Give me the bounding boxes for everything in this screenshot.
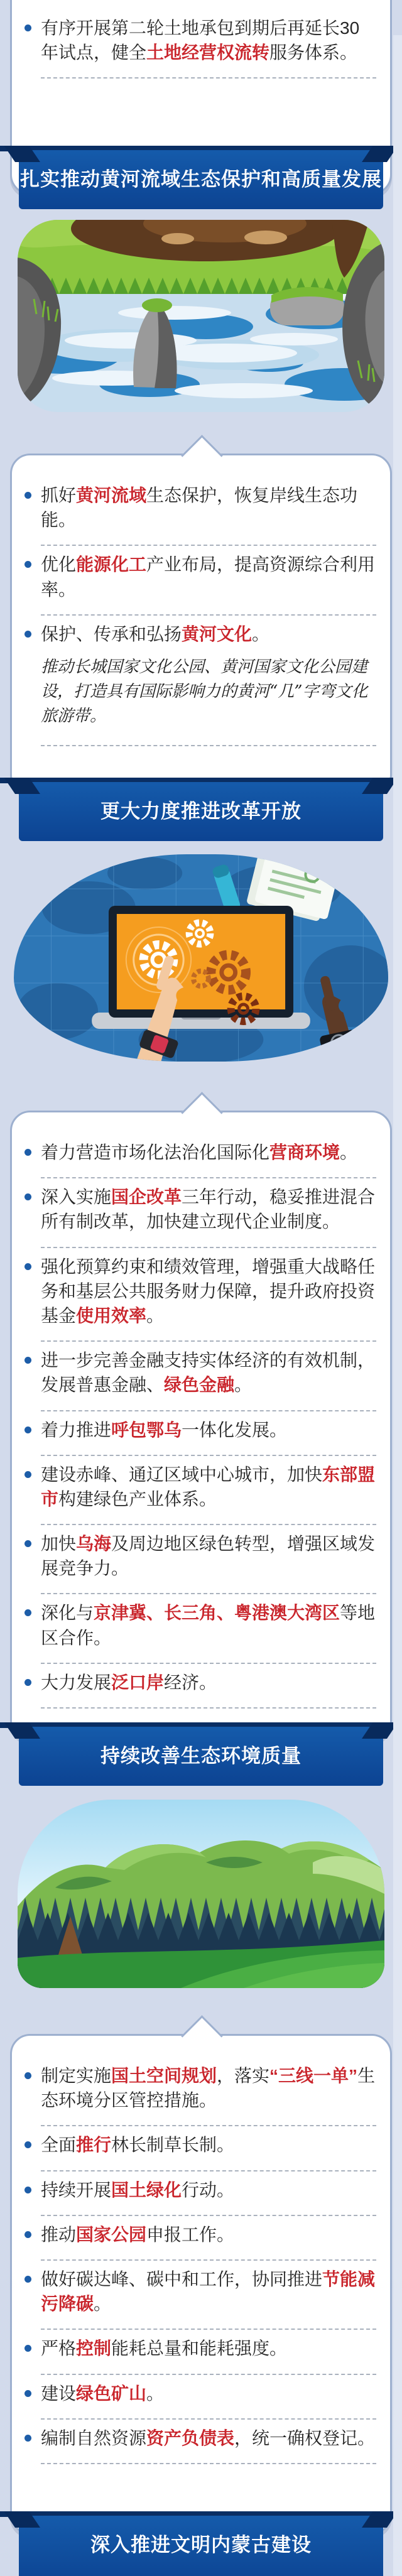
bullet-item: 深化与京津冀、长三角、粤港澳大湾区等地区合作。 [41,1594,376,1663]
bullet-item: 强化预算约束和绩效管理，增强重大战略任务和基层公共服务财力保障，提升政府投资基金使用效率。 [41,1248,376,1342]
bullet-item: 建设赤峰、通辽区域中心城市，加快东部盟市构建绿色产业体系。 [41,1456,376,1525]
reform-card [10,1111,392,1741]
bullet-item: 推动国家公园申报工作。 [41,2216,376,2261]
bullet-list [22,2057,376,2464]
environment-card [10,2034,392,2535]
yellow-river-card [10,454,392,795]
culture-note: 推动长城国家文化公园、黄河国家文化公园建设，打造具有国际影响力的黄河“几”字弯文化旅游带。 [41,653,376,746]
bullet-list [22,9,376,79]
bullet-list [22,1134,376,1709]
bullet-item: 严格控制能耗总量和能耗强度。 [41,2330,376,2374]
banner-title: 扎实推动黄河流域生态保护和高质量发展 [20,168,382,190]
bullet-item: 做好碳达峰、碳中和工作，协同推进节能减污降碳。 [41,2261,376,2330]
laptop-gears-illustration [14,854,388,1062]
section-banner-reform [0,778,402,841]
mountain-forest-illustration [18,1800,384,1988]
section-banner-civilized-inner-mongolia [0,2511,402,2576]
bullet-item: 加快乌海及周边地区绿色转型，增强区域发展竞争力。 [41,1525,376,1594]
section-banner-environment [0,1722,402,1786]
bullet-list [22,477,376,651]
bullet-item: 深入实施国企改革三年行动，稳妥推进混合所有制改革，加快建立现代企业制度。 [41,1178,376,1247]
bullet-item: 全面推行林长制草长制。 [41,2126,376,2171]
banner-box [19,782,383,841]
banner-box [19,150,383,209]
bullet-item: 编制自然资源资产负债表，统一确权登记。 [41,2420,376,2464]
banner-title: 持续改善生态环境质量 [100,1745,302,1767]
bullet-item: 抓好黄河流域生态保护，恢复岸线生态功能。 [41,477,376,546]
bullet-item: 建设绿色矿山。 [41,2375,376,2420]
bullet-item: 进一步完善金融支持实体经济的有效机制，发展普惠金融、绿色金融。 [41,1342,376,1411]
banner-title: 深入推进文明内蒙古建设 [90,2534,312,2556]
river-illustration [18,220,384,412]
section-banner-yellow-river [0,146,402,209]
banner-title: 更大力度推进改革开放 [100,800,302,822]
bullet-item: 着力营造市场化法治化国际化营商环境。 [41,1134,376,1178]
bullet-item: 着力推进呼包鄂乌一体化发展。 [41,1411,376,1456]
bullet-item: 有序开展第二轮土地承包到期后再延长30年试点，健全土地经营权流转服务体系。 [41,9,376,79]
bullet-item: 持续开展国土绿化行动。 [41,2171,376,2216]
bullet-item: 保护、传承和弘扬黄河文化。 [41,616,376,651]
card-notch [181,435,222,476]
banner-box [19,2516,383,2576]
banner-box [19,1727,383,1786]
card-notch [181,2015,222,2057]
card-notch [181,1092,222,1133]
bullet-item: 大力发展泛口岸经济。 [41,1664,376,1709]
bullet-item: 制定实施国土空间规划，落实“三线一单”生态环境分区管控措施。 [41,2057,376,2126]
bullet-item: 优化能源化工产业布局，提高资源综合利用率。 [41,546,376,615]
